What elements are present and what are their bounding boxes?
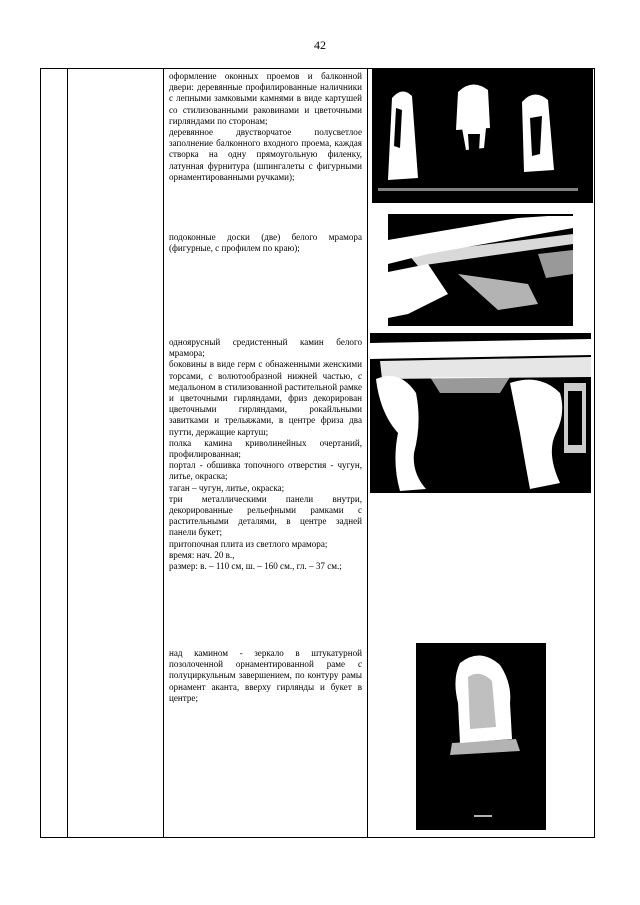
marble-fireplace-photo (370, 333, 591, 493)
description-paragraph: подоконные доски (две) белого мрамора (фигурные, с профилем по краю); (169, 232, 362, 254)
description-paragraph: размер: в. – 110 см, ш. – 160 см., гл. – 37 см.; (169, 561, 342, 572)
description-paragraph: притопочная плита из светлого мрамора; (169, 538, 328, 549)
column-divider-3 (367, 69, 368, 837)
description-paragraph: деревянное двустворчатое полусветлое заполнение балконного входного проема, каждая створка на одну прямоугольную филенку, латунная фурнитура (шпингалеты с фигурными орнаментированными ручками); (169, 127, 362, 182)
description-paragraph: таган – чугун, литье, окраска; (169, 482, 285, 493)
description-paragraph: оформление оконных проемов и балконной двери: деревянные профилированные наличники с лепными замковыми камнями в виде картушей со стилизованными раковинами и цветочными гирляндами по сторонам; (169, 71, 362, 126)
column-divider-2 (163, 69, 164, 837)
description-paragraph: боковины в виде герм с обнаженными женскими торсами, с волютообразной нижней частью, с медальоном в стилизованной растительной рамке и цветочными гирляндами, фриз декорирован цветочными гирляндами, рокайльными завитками и трельяжами, в центре фриза два путти, держащие картуш; (169, 359, 362, 437)
column-divider-1 (67, 69, 68, 837)
description-paragraph: время: нач. 20 в., (169, 549, 235, 560)
description-paragraph: одноярусный средистенный камин белого мрамора; (169, 337, 362, 359)
description-paragraph: три металлическими панели внутри, декорированные рельефными рамками с растительными деталями, в центре задней панели букет; (169, 493, 362, 538)
description-paragraph: над камином - зеркало в штукатурной позолоченной орнаментированной раме с полуциркульным завершением, по контуру рамы орнамент аканта, вверху гирлянды и букет в центре; (169, 648, 362, 703)
page-number: 42 (314, 38, 326, 52)
description-paragraph: портал - обшивка топочного отверстия - чугун, литье, окраска; (169, 460, 362, 482)
window-interior-photo (372, 68, 593, 203)
description-fireplace (169, 337, 362, 572)
description-paragraph: полка камина криволинейных очертаний, профилированная; (169, 437, 362, 460)
marble-windowsill-photo (388, 214, 573, 326)
description-windowsills (169, 232, 362, 254)
description-mirror (169, 648, 362, 704)
gilded-mirror-photo (416, 643, 546, 830)
description-window-openings (169, 71, 362, 183)
